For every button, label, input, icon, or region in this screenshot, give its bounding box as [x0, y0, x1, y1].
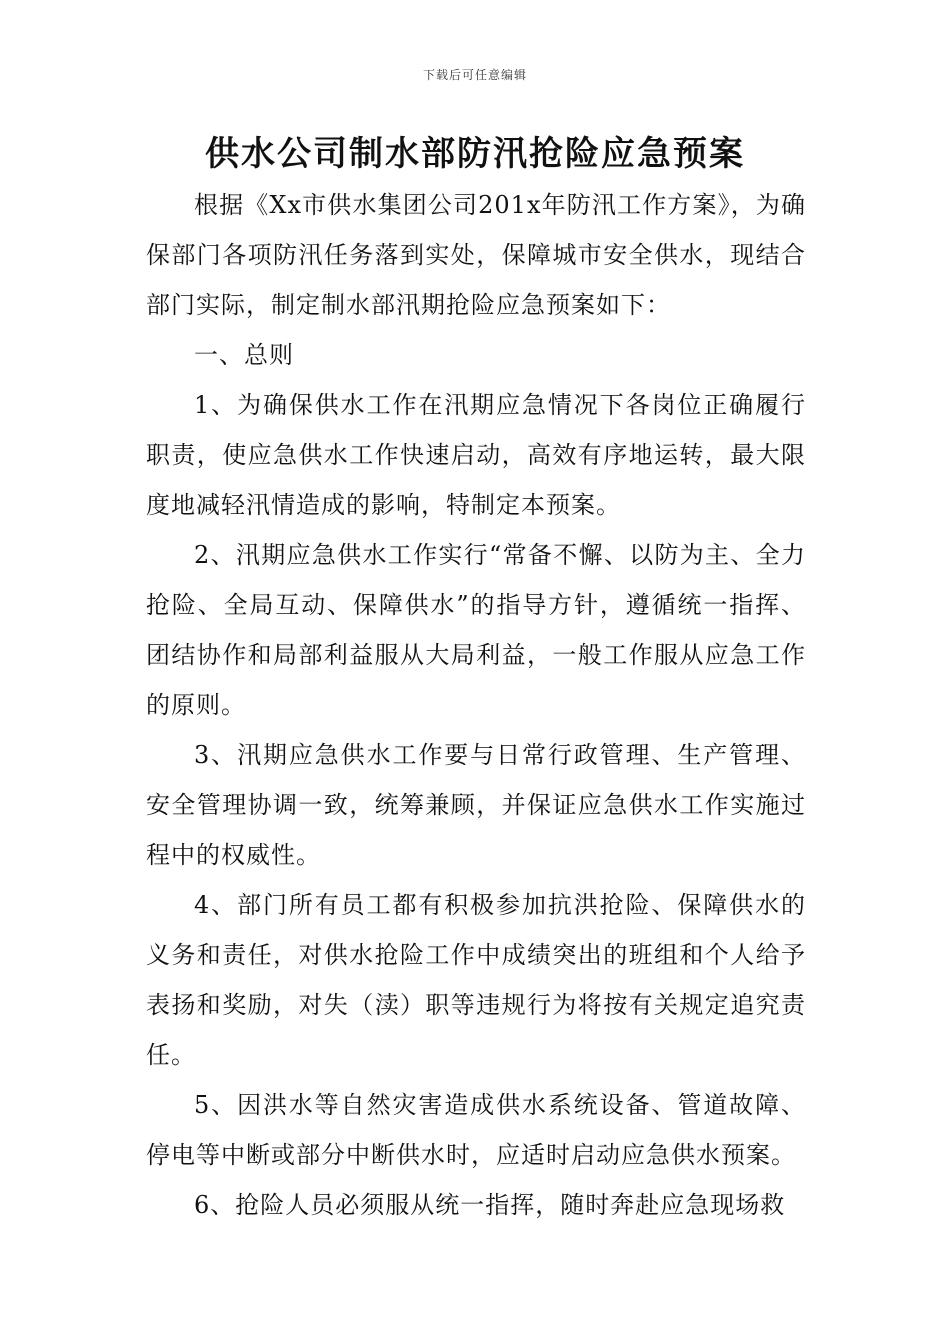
paragraph-item-3: 3、汛期应急供水工作要与日常行政管理、生产管理、安全管理协调一致，统筹兼顾，并保证应急供水工作实施过程中的权威性。	[146, 741, 806, 869]
header-note: 下载后可任意编辑	[422, 68, 527, 82]
paragraph-item-1: 1、为确保供水工作在汛期应急情况下各岗位正确履行职责，使应急供水工作快速启动，高效有序地运转，最大限度地减轻汛情造成的影响，特制定本预案。	[146, 391, 806, 519]
paragraph-intro: 根据《Xx市供水集团公司201x年防汛工作方案》，为确保部门各项防汛任务落到实处，保障城市安全供水，现结合部门实际，制定制水部汛期抢险应急预案如下：	[146, 191, 806, 319]
paragraph-item-2: 2、汛期应急供水工作实行“常备不懈、以防为主、全力抢险、全局互动、保障供水”的指导方针，遵循统一指挥、团结协作和局部利益服从大局利益，一般工作服从应急工作的原则。	[146, 541, 806, 719]
paragraph-item-6: 6、抢险人员必须服从统一指挥，随时奔赴应急现场救	[194, 1191, 786, 1219]
section-heading-general: 一、总则	[194, 341, 294, 369]
paragraph-item-5: 5、因洪水等自然灾害造成供水系统设备、管道故障、停电等中断或部分中断供水时，应适时启动应急供水预案。	[146, 1091, 806, 1169]
document-title: 供水公司制水部防汛抢险应急预案	[205, 134, 745, 174]
document-body	[146, 180, 806, 1230]
paragraph-item-4: 4、部门所有员工都有积极参加抗洪抢险、保障供水的义务和责任，对供水抢险工作中成绩突出的班组和个人给予表扬和奖励，对失（渎）职等违规行为将按有关规定追究责任。	[146, 891, 806, 1069]
